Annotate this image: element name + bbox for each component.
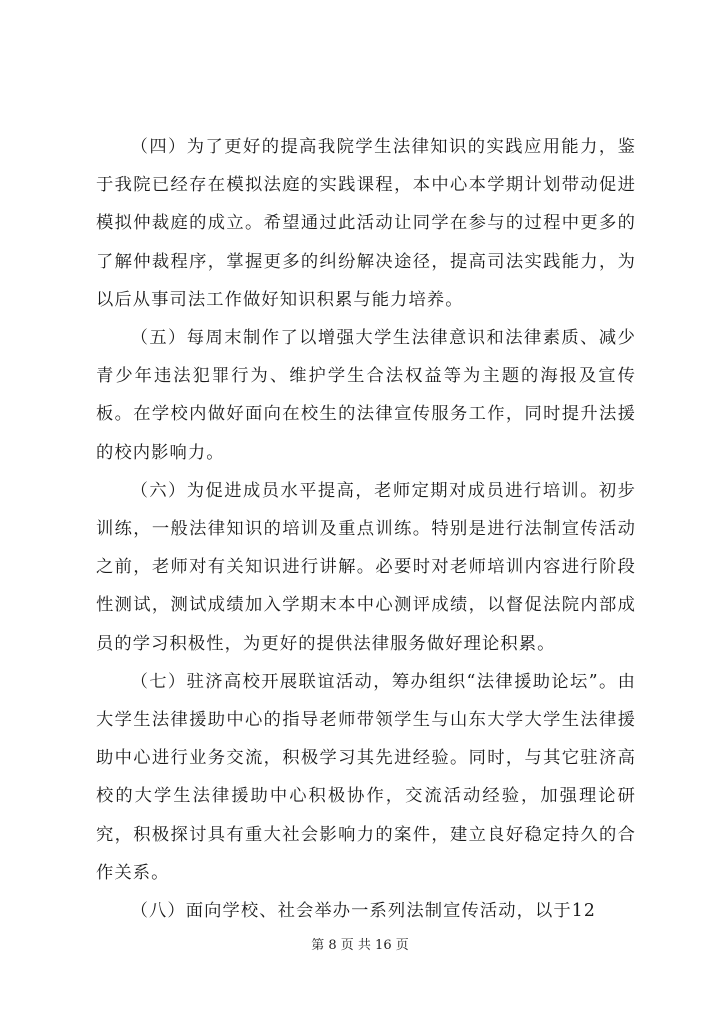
paragraph-7: （七）驻济高校开展联谊活动，筹办组织“法律援助论坛”。由大学生法律援助中心的指导老师带领学生与山东大学大学生法律援助中心进行业务交流，积极学习其先进经验。同时，与其它驻济高校的大学生法律援助中心积极协作，交流活动经验，加强理论研究，积极探讨具有重大社会影响力的案件，建立良好稳定持久的合作关系。: [96, 671, 636, 883]
page-footer: 第 8 页 共 16 页: [311, 938, 409, 953]
paragraph-5: （五）每周末制作了以增强大学生法律意识和法律素质、减少青少年违法犯罪行为、维护学生合法权益等为主题的海报及宣传板。在学校内做好面向在校生的法律宣传服务工作，同时提升法援的校内影响力。: [96, 328, 636, 463]
paragraph-8: （八）面向学校、社会举办一系列法制宣传活动，以于12: [130, 901, 596, 922]
paragraph-4: （四）为了更好的提高我院学生法律知识的实践应用能力，鉴于我院已经存在模拟法庭的实践课程，本中心本学期计划带动促进模拟仲裁庭的成立。希望通过此活动让同学在参与的过程中更多的了解仲裁程序，掌握更多的纠纷解决途径，提高司法实践能力，为以后从事司法工作做好知识积累与能力培养。: [96, 137, 636, 310]
document-body: [96, 128, 636, 930]
paragraph-6: （六）为促进成员水平提高，老师定期对成员进行培训。初步训练，一般法律知识的培训及重点训练。特别是进行法制宣传活动之前，老师对有关知识进行讲解。必要时对老师培训内容进行阶段性测试，测试成绩加入学期末本中心测评成绩，以督促法院内部成员的学习积极性，为更好的提供法律服务做好理论积累。: [96, 480, 636, 654]
